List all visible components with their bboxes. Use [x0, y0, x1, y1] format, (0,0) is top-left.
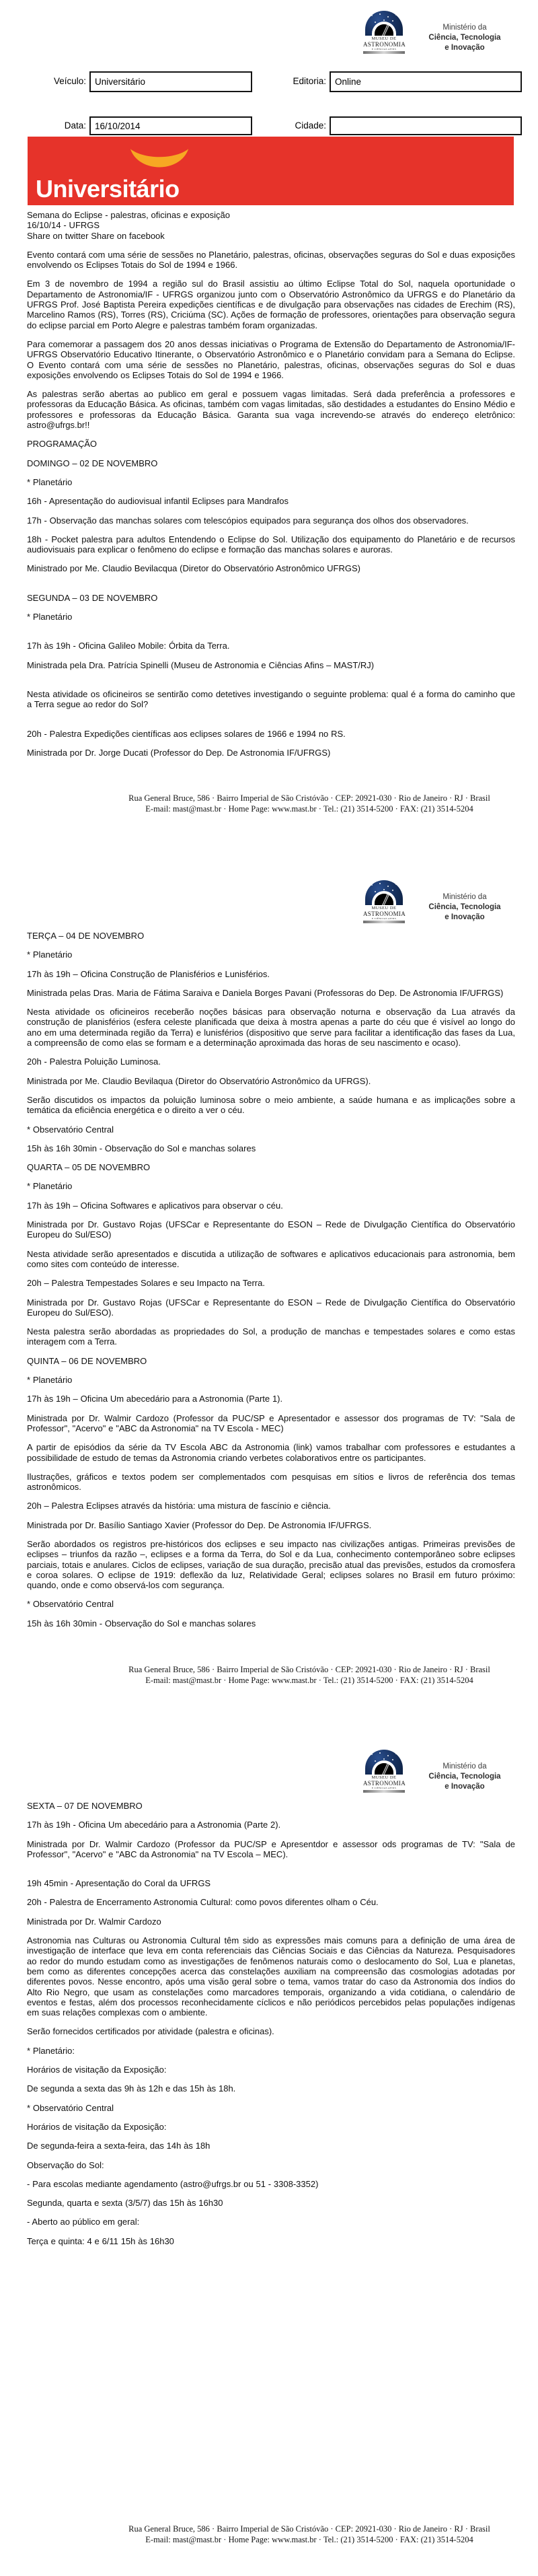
speaker-credit: Ministrada por Dr. Walmir Cardozo (Professor da PUC/SP e Apresentdor e assessor ods programas de TV: "Sala de Professor", "Acervo" e "ABC da Astronomia" na TV Escola – MEC).: [27, 1838, 515, 1859]
paragraph: Nesta atividade os oficineiros receberão noções básicas para observação noturna e observação da Lua através da construção de planisférios (esfera celeste planificada que deixa à mostra apenas a parte do céu que é visível ao longo do ano em uma determinada região da Terra) e lunisférios (dispositivo que serve para facilitar a identificação das fases da Lua, a compreensão de como elas se formam e a determinação aproximada das horas de seu nascimento e ocaso).: [27, 1007, 515, 1048]
speaker-credit: Ministrada pelas Dras. Maria de Fátima Saraiva e Daniela Borges Pavani (Professoras do Dep. De Astronomia IF/UFRGS): [27, 987, 504, 998]
speaker-credit: Ministrado por Me. Claudio Bevilacqua (Diretor do Observatório Astronômico UFRGS): [27, 563, 360, 574]
paragraph: Serão discutidos os impactos da poluição luminosa sobre o meio ambiente, a saúde humana e as implicações sobre a temática da eficiência energética e o direito a ver o céu.: [27, 1094, 515, 1116]
footer-address: Rua General Bruce, 586 · Bairro Imperial de São Cristóvão · CEP: 20921-030 · Rio de Janeiro · RJ · Brasil: [128, 793, 490, 803]
observatory-dome-icon: [365, 1750, 403, 1775]
day-heading: TERÇA – 04 DE NOVEMBRO: [27, 931, 145, 941]
section-heading: PROGRAMAÇÃO: [27, 439, 98, 450]
schedule-item: 20h - Palestra Poluição Luminosa.: [27, 1057, 161, 1067]
speaker-credit: Ministrada por Dr. Gustavo Rojas (UFSCar e Representante do ESON – Rede de Divulgação Científica do Observatório Europeu do Sul/ESO): [27, 1219, 515, 1240]
footer-contacts: E-mail: mast@mast.br · Home Page: www.mast.br · Tel.: (21) 3514-5200 · FAX: (21) 3514-5204: [145, 1676, 473, 1685]
venue-label: * Planetário: [27, 950, 73, 960]
article-date: 16/10/14 - UFRGS: [27, 220, 100, 231]
paragraph: Ilustrações, gráficos e textos podem ser complementados com pesquisas em sítios e livros de referência dos temas astronômicos.: [27, 1471, 515, 1493]
universitario-banner: [28, 137, 514, 205]
cidade-label: Cidade:: [295, 120, 326, 131]
page3-footer: [87, 2524, 531, 2545]
speaker-credit: Ministrada por Dr. Walmir Cardozo: [27, 1916, 161, 1927]
schedule-item: 17h - Observação das manchas solares com telescópios equipados para segurança dos olhos dos observadores.: [27, 515, 469, 526]
mast-logo-line3: E CIÊNCIAS AFINS: [371, 1787, 397, 1789]
schedule-item: 15h às 16h 30min - Observação do Sol e manchas solares: [27, 1143, 256, 1153]
mast-logo-bar: [363, 921, 405, 923]
veiculo-field[interactable]: [89, 71, 252, 92]
mast-logo: [363, 11, 405, 54]
mast-logo-line1: MUSEU DE: [371, 36, 397, 41]
page2-article-body: [27, 931, 515, 1629]
lead-paragraph: Evento contará com uma série de sessões no Planetário, palestras, oficinas, observações seguras do Sol e duas exposições envolvendo os Eclipses Totais do Sol de 1994 e 1966.: [27, 249, 515, 271]
schedule-item: 18h - Pocket palestra para adultos Entendendo o Eclipse do Sol. Utilização dos equipamento do Planetário e de recursos audiovisuais para explicar o fenômeno do eclipse e formação das manchas solares e auroras.: [27, 534, 515, 555]
page1-article-body: [27, 210, 515, 758]
schedule-item: 20h – Palestra Tempestades Solares e seu Impacto na Terra.: [27, 1278, 265, 1289]
universitario-smile-icon: [130, 147, 189, 174]
ministry-wordmark: Ministério da Ciência, Tecnologia e Inovação: [428, 893, 501, 921]
schedule-item: 20h - Palestra Expedições científicas aos eclipses solares de 1966 e 1994 no RS.: [27, 728, 346, 739]
day-heading: QUARTA – 05 DE NOVEMBRO: [27, 1162, 151, 1173]
paragraph: Horários de visitação da Exposição:: [27, 2065, 167, 2075]
universitario-wordmark: Universitário: [36, 175, 180, 203]
mast-logo-bar: [363, 51, 405, 54]
schedule-item: 19h 45min - Apresentação do Coral da UFRGS: [27, 1878, 211, 1889]
paragraph: Para comemorar a passagem dos 20 anos dessas iniciativas o Programa de Extensão do Departamento de Astronomia/IF-UFRGS Observatório Educativo Itinerante, o Observatório Astronômico e o Planetário convidam para a Semana do Eclipse. O Evento contará com uma série de sessões no Planetário, palestras, oficinas, observações seguras do Sol e duas exposições envolvendo os Eclipses Totais do Sol de 1994 e 1966.: [27, 338, 515, 380]
schedule-item: 20h - Palestra de Encerramento Astronomia Cultural: como povos diferentes olham o Céu.: [27, 1897, 379, 1908]
venue-label: * Observatório Central: [27, 1599, 114, 1610]
day-heading: DOMINGO – 02 DE NOVEMBRO: [27, 458, 158, 468]
mast-logo-line2: ASTRONOMIA: [363, 1780, 406, 1787]
speaker-credit: Ministrada por Me. Claudio Bevilaqua (Diretor do Observatório Astronômico da UFRGS).: [27, 1075, 371, 1086]
footer-contacts: E-mail: mast@mast.br · Home Page: www.mast.br · Tel.: (21) 3514-5200 · FAX: (21) 3514-5204: [145, 2535, 473, 2544]
ministry-wordmark: Ministério da Ciência, Tecnologia e Inovação: [428, 24, 501, 52]
mast-logo-line1: MUSEU DE: [371, 906, 397, 910]
footer-address: Rua General Bruce, 586 · Bairro Imperial de São Cristóvão · CEP: 20921-030 · Rio de Janeiro · RJ · Brasil: [128, 1665, 490, 1674]
day-heading: SEXTA – 07 DE NOVEMBRO: [27, 1801, 143, 1811]
page2-header: [363, 880, 531, 927]
venue-label: * Planetário: [27, 476, 73, 487]
page1-header: [363, 11, 531, 58]
schedule-item: 17h às 19h – Oficina Softwares e aplicativos para observar o céu.: [27, 1200, 283, 1211]
schedule-item: 17h às 19h - Oficina Galileo Mobile: Órbita da Terra.: [27, 641, 230, 651]
observatory-dome-icon: [365, 880, 403, 905]
speaker-credit: Ministrada pela Dra. Patrícia Spinelli (Museu de Astronomia e Ciências Afins – MAST/RJ): [27, 659, 375, 670]
paragraph: Em 3 de novembro de 1994 a região sul do Brasil assistiu ao último Eclipse Total do Sol, naquela oportunidade o Departamento de Astronomia/IF - UFRGS organizou junto com o Observatório Astronômico da UFRGS e do Planetário da UFRGS Prof. José Baptista Pereira expedições científicas e de divulgação para observações nas cidades de Erechim (RS), Marcelino Ramos (RS), Torres (RS), Criciúma (SC). Ações de formação de professores, orientações para observação segura do eclipse parcial em Porto Alegre e palestras também foram organizadas.: [27, 279, 515, 330]
venue-label: * Observatório Central: [27, 1124, 114, 1135]
page1-footer: [87, 793, 531, 814]
share-links[interactable]: Share on twitter Share on facebook: [27, 230, 165, 241]
speaker-credit: Ministrada por Dr. Jorge Ducati (Professor do Dep. De Astronomia IF/UFRGS): [27, 747, 331, 758]
page3-header: [363, 1750, 531, 1797]
ministry-wordmark: Ministério da Ciência, Tecnologia e Inovação: [428, 1762, 501, 1791]
schedule-item: 20h – Palestra Eclipses através da história: uma mistura de fascínio e ciência.: [27, 1501, 331, 1511]
cidade-field[interactable]: [330, 116, 522, 135]
mast-logo-line3: E CIÊNCIAS AFINS: [371, 917, 397, 920]
observatory-dome-icon: [365, 11, 403, 36]
speaker-credit: Ministrada por Dr. Gustavo Rojas (UFSCar e Representante do ESON – Rede de Divulgação Científica do Observatório Europeu do Sul/ESO).: [27, 1297, 515, 1318]
mast-logo: [363, 880, 405, 923]
paragraph: Horários de visitação da Exposição:: [27, 2121, 167, 2132]
venue-label: * Planetário: [27, 1181, 73, 1192]
venue-label: * Planetário: [27, 1375, 73, 1386]
paragraph: Nesta atividade serão apresentados e discutida a utilização de softwares e aplicativos educacionais para astronomia, bem como sites com conteúdo de interesse.: [27, 1248, 515, 1269]
mast-logo-line2: ASTRONOMIA: [363, 41, 406, 48]
venue-label: * Observatório Central: [27, 2102, 114, 2113]
speaker-credit: Ministrada por Dr. Basílio Santiago Xavier (Professor do Dep. De Astronomia IF/UFRGS.: [27, 1519, 372, 1530]
day-heading: QUINTA – 06 DE NOVEMBRO: [27, 1355, 147, 1366]
veiculo-label: Veículo:: [53, 76, 86, 86]
paragraph: Nesta atividade os oficineiros se sentirão como detetives investigando o seguinte problema: qual é a forma do caminho que a Terra segue ao redor do Sol?: [27, 688, 515, 710]
mast-logo-line3: E CIÊNCIAS AFINS: [371, 48, 397, 50]
paragraph: De segunda a sexta das 9h às 12h e das 15h às 18h.: [27, 2083, 236, 2094]
mast-logo-line2: ASTRONOMIA: [363, 910, 406, 917]
schedule-item: 15h às 16h 30min - Observação do Sol e manchas solares: [27, 1618, 256, 1629]
article-title: Semana do Eclipse - palestras, oficinas e exposição: [27, 210, 231, 220]
schedule-item: 17h às 19h - Oficina Um abecedário para a Astronomia (Parte 2).: [27, 1820, 281, 1830]
venue-label: * Planetário:: [27, 2045, 75, 2056]
schedule-item: 17h às 19h – Oficina Construção de Planisférios e Lunisférios.: [27, 968, 270, 979]
paragraph: De segunda-feira a sexta-feira, das 14h às 18h: [27, 2141, 210, 2151]
paragraph: - Para escolas mediante agendamento (astro@ufrgs.br ou 51 - 3308-3352): [27, 2178, 319, 2189]
day-heading: SEGUNDA – 03 DE NOVEMBRO: [27, 592, 158, 603]
mast-logo: [363, 1750, 405, 1793]
venue-label: * Planetário: [27, 612, 73, 622]
page2-footer: [87, 1664, 531, 1686]
paragraph: Serão fornecidos certificados por atividade (palestra e oficinas).: [27, 2026, 274, 2037]
editoria-label: Editoria:: [293, 76, 326, 86]
mast-logo-line1: MUSEU DE: [371, 1775, 397, 1780]
paragraph: Observação do Sol:: [27, 2159, 104, 2170]
footer-address: Rua General Bruce, 586 · Bairro Imperial de São Cristóvão · CEP: 20921-030 · Rio de Janeiro · RJ · Brasil: [128, 2524, 490, 2534]
editoria-field[interactable]: [330, 71, 522, 92]
paragraph: A partir de episódios da série da TV Escola ABC da Astronomia (link) vamos trabalhar com professores e estudantes a possibilidade de estudo de temas da Astronomia criando verbetes colaborativos entre os participantes.: [27, 1442, 515, 1463]
footer-contacts: E-mail: mast@mast.br · Home Page: www.mast.br · Tel.: (21) 3514-5200 · FAX: (21) 3514-5204: [145, 804, 473, 814]
paragraph: Serão abordados os registros pre-históricos dos eclipses e seu impacto nas civilizações antigas. Primeiras previsões de eclipses – triunfos da razão –, eclipses e a forma da Terra, do Sol e da Lua, conhecimento contemporâneo sobre eclipses parciais, totais e anulares. Ciclos de eclipses, variação de sua duração, precisão atual das previsões, estudos da cromosfera e coroa solares. O eclipse de 1919: deflexão da luz, Relatividade Geral; eclipses solares no Brasil em futuro próximo: quando, onde e como observá-los com segurança.: [27, 1538, 515, 1591]
paragraph: As palestras serão abertas ao publico em geral e possuem vagas limitadas. Será dada preferência a professores e professoras da Educação Básica. As oficinas, também com vagas limitadas, são destidades a estudantes do Ensino Médio e professores e professoras da Educação Básica. Garanta sua vaga increvendo-se através do endereço eletrônico: astro@ufrgs.br!!: [27, 389, 515, 431]
paragraph: Segunda, quarta e sexta (3/5/7) das 15h às 16h30: [27, 2198, 223, 2209]
mast-logo-bar: [363, 1790, 405, 1793]
paragraph: Astronomia nas Culturas ou Astronomia Cultural têm sido as expressões mais comuns para a definição de uma área de investigação de interface que leva em conta referenciais das Ciências Sociais e das Ciências da Natureza. Pesquisadores ao redor do mundo estudam como as investigações de fenômenos naturais como o deslocamento do Sol, Lua e planetas, bem como as diferentes concepções acerca das constelações auxiliam na compreensão das cosmologias adotadas por diferentes povos. Nesse encontro, após uma visão geral sobre o tema, vamos tratar do caso da Astronomia dos índios do Alto Rio Negro, que usam as constelações como marcadores temporais, organizando a vida cotidiana, o calendário de eventos e festas, além dos processos reconhecidamente cíclicos e não periódicos percebidos pelas populações indígenas em suas relações complexas com o ambiente.: [27, 1935, 515, 2018]
paragraph: Nesta palestra serão abordadas as propriedades do Sol, a produção de manchas e tempestades solares e como estas interagem com a Terra.: [27, 1326, 515, 1347]
page3-article-body: [27, 1801, 515, 2246]
data-label: Data:: [64, 120, 86, 131]
paragraph: - Aberto ao público em geral:: [27, 2217, 140, 2227]
paragraph: Terça e quinta: 4 e 6/11 15h às 16h30: [27, 2235, 174, 2246]
data-field[interactable]: [89, 116, 252, 135]
schedule-item: 17h às 19h – Oficina Um abecedário para a Astronomia (Parte 1).: [27, 1394, 283, 1404]
schedule-item: 16h - Apresentação do audiovisual infantil Eclipses para Mandrafos: [27, 496, 289, 507]
speaker-credit: Ministrada por Dr. Walmir Cardozo (Professor da PUC/SP e Apresentador e assessor dos programas de TV: "Sala de Professor", "Acervo" e "ABC da Astronomia" na TV Escola - MEC): [27, 1412, 515, 1433]
